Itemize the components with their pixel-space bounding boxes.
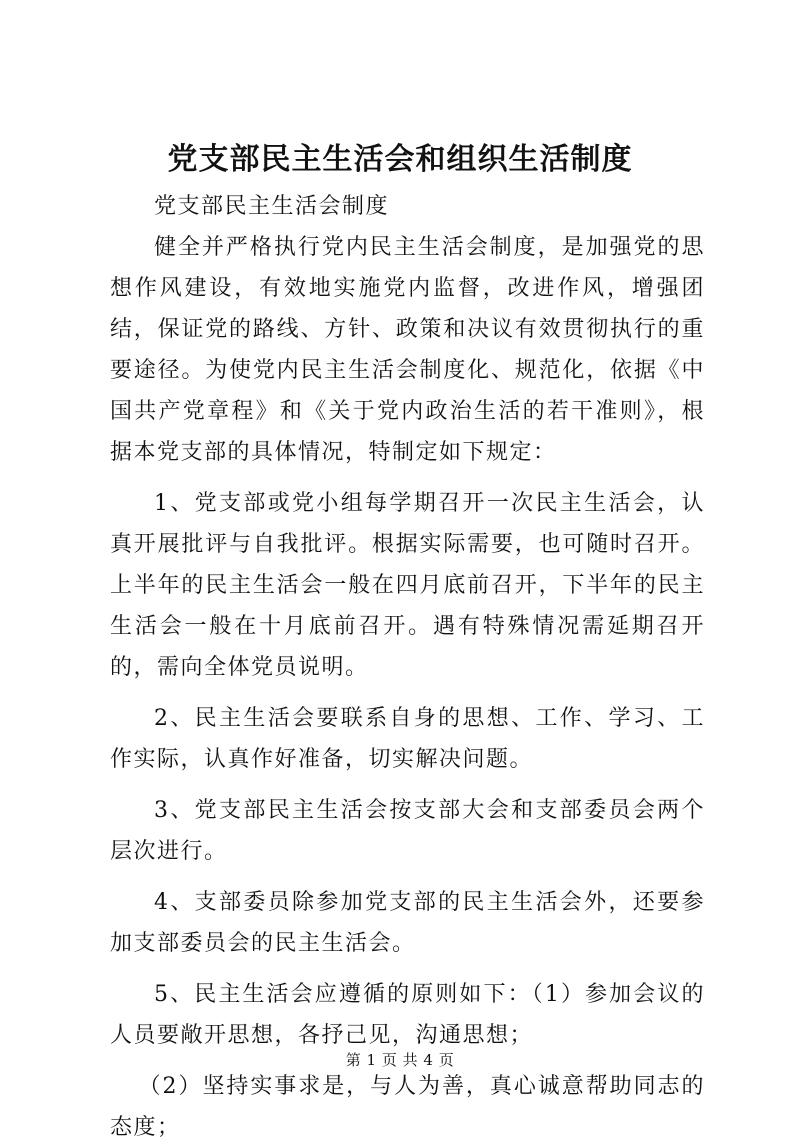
paragraph-rule-1: 1、党支部或党小组每学期召开一次民主生活会，认真开展批评与自我批评。根据实际需要，也可随时召开。上半年的民主生活会一般在四月底前召开，下半年的民主生活会一般在十月底前召开。遇有特殊情况需延期召开的，需向全体党员说明。 <box>110 491 705 680</box>
paragraph-intro: 健全并严格执行党内民主生活会制度，是加强党的思想作风建设，有效地实施党内监督，改进作风，增强团结，保证党的路线、方针、政策和决议有效贯彻执行的重要途径。为使党内民主生活会制度化、规范化，依据《中国共产党章程》和《关于党内政治生活的若干准则》，根据本党支部的具体情况，特制定如下规定： <box>110 235 705 465</box>
paragraph-rule-5: 5、民主生活会应遵循的原则如下：（1）参加会议的人员要敞开思想，各抒己见，沟通思想； <box>110 982 705 1048</box>
paragraph-rule-4: 4、支部委员除参加党支部的民主生活会外，还要参加支部委员会的民主生活会。 <box>110 890 705 956</box>
document-title: 党支部民主生活会和组织生活制度 <box>167 142 633 177</box>
page-number: 第 1 页 共 4 页 <box>345 1051 455 1069</box>
paragraph-subtitle: 党支部民主生活会制度 <box>154 194 390 219</box>
paragraph-rule-5-item-2: （2）坚持实事求是，与人为善，真心诚意帮助同志的态度； <box>110 1074 705 1140</box>
paragraph-rule-2: 2、民主生活会要联系自身的思想、工作、学习、工作实际，认真作好准备，切实解决问题。 <box>110 706 705 772</box>
document-body <box>110 186 705 1148</box>
paragraph-rule-3: 3、党支部民主生活会按支部大会和支部委员会两个层次进行。 <box>110 798 705 864</box>
